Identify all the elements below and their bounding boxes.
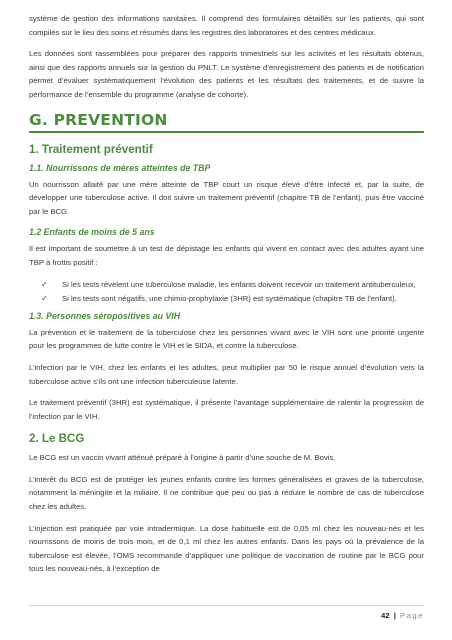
checkmark-icon: ✓ — [41, 294, 48, 304]
checkmark-icon: ✓ — [41, 279, 48, 289]
paragraph-vih-2: L’infection par le VIH, chez les enfants et les adultes, peut multiplier par 50 le risque annuel d’évolution vers la tuberculose active s’ils ont une infection tuberculeuse latente. — [29, 362, 424, 386]
subheading-enfants: 1.2 Enfants de moins de 5 ans — [29, 227, 155, 238]
page-label: Page — [400, 611, 424, 620]
list-item — [29, 278, 424, 292]
paragraph-bcg-2: L’intérêt du BCG est de protéger les jeunes enfants contre les formes généralisées et graves de la tuberculose, notamment la méningite et la miliaire. Il ne contribue que peu ou pas à réduire le nombre de cas de tuberculose chez les adultes. — [29, 474, 424, 512]
footer-divider — [29, 605, 424, 606]
paragraph-nourrissons: Un nourrisson allaité par une mère atteinte de TBP court un risque élevé d’être infecté et, par la suite, de développer une tuberculose active. Il doit suivre un traitement préventif (chapitre TB de l’enfant), puis être vacciné par le BCG. — [29, 179, 424, 216]
list-item — [29, 292, 424, 306]
paragraph-vih-3: Le traitement préventif (3HR) est systématique, il présente l’avantage supplémentaire de ralentir la progression de l’infection par le VIH. — [29, 398, 424, 421]
intro-paragraph-2: Les données sont rassemblées pour préparer des rapports trimestriels sur les activités et les résultats obtenus, ainsi que des rapports annuels sur la gestion du PNLT. Le système d’enregistrement des patients et de notification permet d’évaluer systématiquement l’évolution des patients et les résultats des traitements, et de suivre la performance de l’ensemble du programme (analyse de cohorte). — [29, 49, 424, 99]
page-footer — [29, 605, 424, 620]
page-content — [29, 12, 424, 584]
paragraph-enfants: Il est important de soumettre à un test de dépistage les enfants qui vivent en contact avec des adultes ayant une TBP à frottis positif : — [29, 244, 424, 267]
heading-bcg: 2. Le BCG — [29, 432, 85, 446]
bullet-list — [29, 278, 424, 306]
section-title: G. PREVENTION — [29, 110, 168, 129]
subheading-vih: 1.3. Personnes séropositives au VIH — [29, 310, 181, 321]
subheading-nourrissons: 1.1. Nourrissons de mères atteintes de TBP — [29, 162, 211, 173]
list-item-text: Si les tests sont négatifs, une chimio-prophylaxie (3HR) est systématique (chapitre TB de l’enfant). — [62, 294, 397, 304]
intro-paragraph-1: système de gestion des informations sanitaires. Il comprend des formulaires détaillés sur les patients, qui sont compilés sur le lieu des soins et résumés dans les registres des laboratoires et des centres médicaux. — [29, 14, 424, 37]
page-number — [29, 611, 424, 620]
page-separator: | — [393, 611, 396, 620]
section-divider — [29, 131, 424, 133]
heading-traitement-preventif: 1. Traitement préventif — [29, 142, 153, 156]
paragraph-vih-1: La prévention et le traitement de la tuberculose chez les personnes vivant avec le VIH sont une priorité urgente pour les programmes de lutte contre le VIH et le SIDA, et contre la tuberculose. — [29, 327, 424, 351]
page-number-value: 42 — [381, 611, 390, 620]
paragraph-bcg-3: L’injection est pratiquée par voie intradermique. La dose habituelle est de 0,05 ml chez les nouveau-nés et les nourrissons de moins de trois mois, et de 0,1 ml chez les autres enfants. Dans les pays où la prévalence de la tuberculose est élevée, l’OMS recommande d’appliquer une politique de vaccination de routine par le BCG pour tous les nouveau-nés, à l’exception de — [29, 523, 424, 574]
list-item-text: Si les tests révèlent une tuberculose maladie, les enfants doivent recevoir un traitement antituberculeux, — [62, 279, 416, 289]
paragraph-bcg-1: Le BCG est un vaccin vivant atténué préparé à l’origine à partir d’une souche de M. Bovis. — [29, 453, 336, 463]
